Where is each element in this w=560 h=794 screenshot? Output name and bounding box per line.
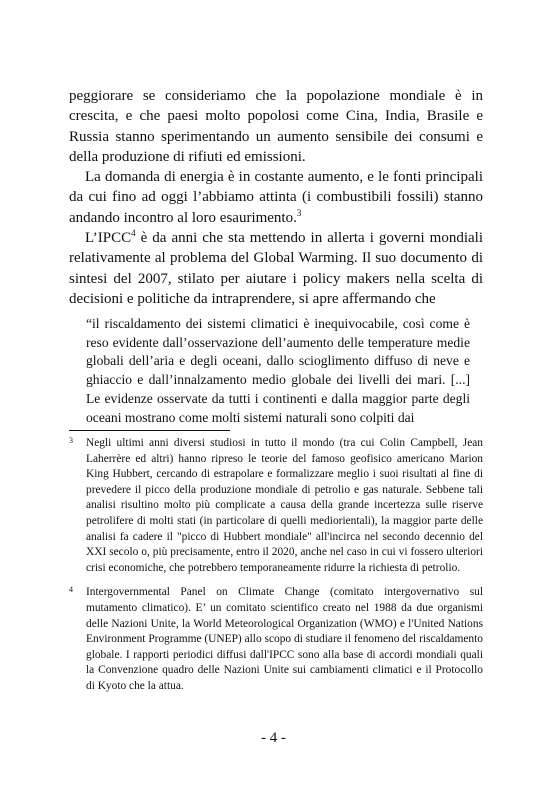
footnote-ref-4: 4 xyxy=(131,228,136,239)
footnote-mark: 4 xyxy=(69,585,73,595)
footnote-separator xyxy=(69,430,230,431)
footnote-4 xyxy=(69,585,483,694)
paragraph-3 xyxy=(69,228,483,309)
paragraph-1: peggiorare se consideriamo che la popolazione mondiale è in crescita, e che paesi molto popolosi come Cina, India, Brasile e Russia stanno sperimentando un aumento sensibile dei consumi e della produzione di rifiuti ed emissioni. xyxy=(69,88,483,165)
paragraph-3-rest: è da anni che sta mettendo in allerta i governi mondiali relativamente al problema del Global Warming. Il suo documento di sintesi del 2007, stilato per aiutare i policy makers nella scelta di decisioni e politiche da intraprendere, si apre affermando che xyxy=(69,230,483,307)
paragraph-2-text: La domanda di energia è in costante aumento, e le fonti principali da cui fino ad oggi l’abbiamo attinta (i combustibili fossili) stanno andando incontro al loro esaurimento xyxy=(69,169,483,226)
paragraph-2: La domanda di energia è in costante aumento, e le fonti principali da cui fino ad oggi l’abbiamo attinta (i combustibili fossili) stanno andando incontro al loro esaurimento.$^3$ xyxy=(69,169,483,226)
footnote-text: Negli ultimi anni diversi studiosi in tutto il mondo (tra cui Colin Campbell, Jean Laherrère ed altri) hanno ripreso le teorie del famoso geofisico americano Marion King Hubbert, cercando di estrapolare e formalizzare meglio i suoi risultati al fine di prevedere il picco della produzione mondiale di petrolio e gas naturale. Sebbene tali analisi risultino molto più complicate a causa della grande incertezza sulle riserve petrolifere di molti stati (in particolare di quelli mediorientali), la maggior parte delle analisi fa cadere il "picco di Hubbert mondiale" all'incirca nel secondo decennio del XXI secolo o, più precisamente, entro il 2020, anche nel caso in cui vi fossero ulteriori crisi economiche, che potrebbero temporaneamente ridurre la richiesta di petrolio. xyxy=(86,437,483,574)
footnote-text: Intergovernmental Panel on Climate Change (comitato intergovernativo sul mutamento climatico). E’ un comitato scientifico creato nel 1988 da due organismi delle Nazioni Unite, la World Meteorological Organization (WMO) e l'United Nations Environment Programme (UNEP) allo scopo di studiare il fenomeno del riscaldamento globale. I rapporti periodici diffusi dall'IPCC sono alla base di accordi mondiali quali la Convenzione quadro delle Nazioni Unite sui cambiamenti climatici e il Protocollo di Kyoto che la attua. xyxy=(86,586,483,692)
paragraph-3-start: L’IPCC xyxy=(85,230,132,247)
footnote-3 xyxy=(69,436,483,576)
footnotes xyxy=(69,436,483,704)
footnote-mark: 3 xyxy=(69,436,73,445)
page-number: - 4 - xyxy=(261,730,286,746)
footnote-ref-3: 3 xyxy=(296,207,302,218)
main-text xyxy=(69,86,483,309)
block-quote: “il riscaldamento dei sistemi climatici è inequivocabile, così come è reso evidente dall’osservazione dell’aumento delle temperature medie globali dell’aria e degli oceani, dallo scioglimento diffuso di neve e ghiaccio e dall’innalzamento medio globale dei livelli dei mari. [...] Le evidenze osservate da tutti i continenti e dalla maggior parte degli oceani mostrano come molti sistemi naturali sono colpiti dai xyxy=(86,316,470,425)
